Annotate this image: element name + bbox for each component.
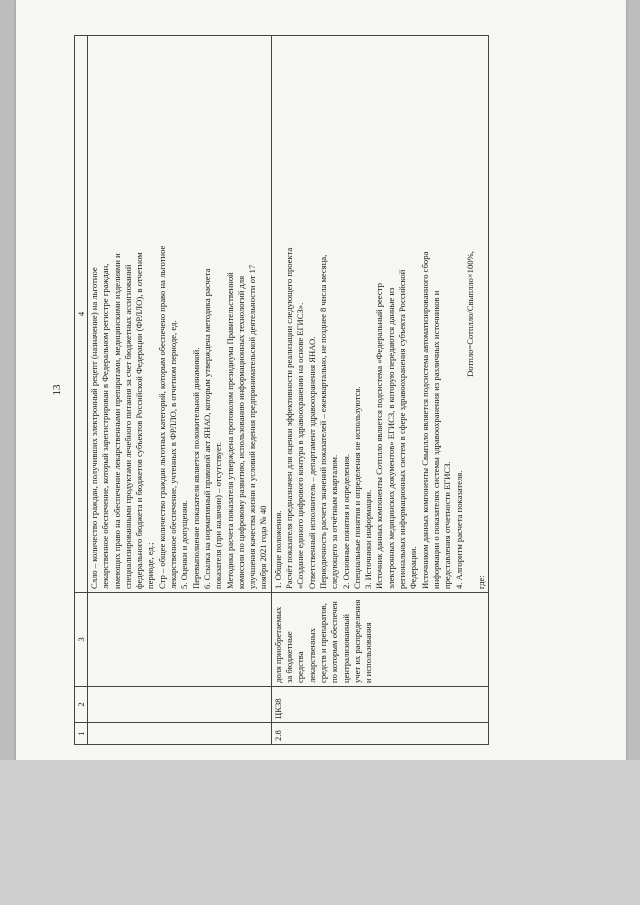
name-line: учет их распределения — [351, 599, 362, 683]
text-line: представления отчетности ЕГИСЗ. — [442, 461, 453, 589]
text-line: федерального бюджета и бюджетов субъектов Российской Федерации (ФРЛЛО), в отчетном — [134, 252, 145, 589]
text-line: Источником данных компоненты Свыпллo является подсистема автоматизированного сбора — [419, 251, 430, 589]
row2-cell-name — [271, 593, 489, 687]
indicator-table — [74, 35, 489, 745]
text-line: комиссии по цифровому развитию, использованию информационных технологий для — [235, 275, 246, 589]
text-line: специализированными продуктами лечебного питания за счет бюджетных ассигнований — [122, 264, 133, 589]
text-line: Источник данных компоненты Сотплло является подсистема «Федеральный реестр — [374, 283, 385, 589]
text-line: имеющих право на обеспечение лекарственными препаратами, медицинскими изделиями и — [111, 253, 122, 589]
row1-cell-code — [88, 687, 272, 723]
header-cell-4: 4 — [75, 36, 88, 593]
header-cell-1: 1 — [75, 723, 88, 745]
row1-cell-num — [88, 723, 272, 745]
scanner-background — [0, 760, 640, 905]
row2-cell-code: ЦК38 — [271, 687, 489, 723]
text-line: периоде, ед.; — [145, 542, 156, 589]
text-line: ноября 2021 года № 40 — [258, 505, 269, 589]
text-line: «Создание единого цифрового контура в здравоохранении на основе ЕГИСЗ». — [295, 302, 306, 589]
text-line: информации о показателях системы здравоохранения из различных источников и — [430, 290, 441, 589]
row1-cell-description — [88, 36, 272, 593]
text-line: лекарственное обеспечение, который зарегистрирован в Федеральном регистре граждан, — [100, 263, 111, 589]
table-row-continuation — [88, 36, 272, 745]
text-line: Ответственный исполнитель – департамент здравоохранения ЯНАО. — [306, 336, 317, 589]
name-line: по которым обеспечен — [329, 601, 340, 683]
header-cell-3: 3 — [75, 593, 88, 687]
text-line: региональных информационных систем в сфере здравоохранения субъекта Российской — [397, 269, 408, 589]
text-line: улучшения качества жизни и условий ведения предпринимательской деятельности от 17 — [247, 264, 258, 589]
text-line: 2. Основные понятия и определения. — [340, 453, 351, 589]
name-line: централизованный — [340, 614, 351, 683]
text-line: Перевыполнение показателя является положительной динамикой. — [190, 347, 201, 589]
text-line: электронных медицинских документов» ЕГИСЗ, в которую передаются данные из — [385, 287, 396, 589]
text-line: Методика расчета показателя утверждена протоколом президиума Правительственной — [224, 272, 235, 589]
text-line: Федерации. — [408, 546, 419, 589]
text-line: Расчёт показателя предназначен для оценки эффективности реализации следующего проекта — [284, 247, 295, 589]
rotated-page-content — [50, 35, 610, 745]
name-line: и использования — [363, 622, 374, 683]
row2-cell-num: 2.8 — [271, 723, 489, 745]
text-line: показателя (при наличии) – отсутствует. — [213, 441, 224, 589]
table-row-indicator — [271, 36, 489, 745]
text-line: 1. Общие положения. — [272, 510, 283, 589]
text-line: Специальные понятия и определения не используются. — [351, 386, 362, 589]
name-line: средства — [295, 651, 306, 683]
table-header-row — [75, 36, 88, 745]
name-line: за бюджетные — [284, 631, 295, 683]
text-line: Стр – общее количество граждан льготных категорий, которым обеспечено право на льготное — [156, 245, 167, 589]
name-line: лекарственных — [306, 628, 317, 683]
text-line: 3. Источники информации. — [363, 489, 374, 589]
row2-cell-description — [271, 36, 489, 593]
header-cell-2: 2 — [75, 687, 88, 723]
formula: Dотпло=Сотплло/Свыплло×100%, — [464, 251, 475, 377]
text-line: 5. Оценки и допущения. — [179, 500, 190, 589]
text-line: 6. Ссылка на нормативный правовой акт ЯНАО, которым утверждена методика расчета — [201, 268, 212, 589]
text-line: лекарственное обеспечение, учтенных в ФРЛЛО, в отчетном периоде, ед. — [168, 320, 179, 589]
where-label: где: — [476, 575, 487, 589]
page-number: 13 — [51, 384, 63, 396]
text-line: Периодичность расчета значений показателей – ежеквартально, не позднее 8 числа месяца, — [317, 254, 328, 589]
name-line: доля приобретаемых — [272, 606, 283, 683]
text-line: 4. Алгоритм расчета показателя. — [453, 470, 464, 589]
text-line: Слло – количество граждан, получивших электронный рецепт (назначение) на льготное — [89, 267, 99, 589]
name-line: средств и препаратов, — [317, 603, 328, 683]
text-line: следующего за отчётным кварталом. — [329, 454, 340, 589]
row1-cell-name — [88, 593, 272, 687]
